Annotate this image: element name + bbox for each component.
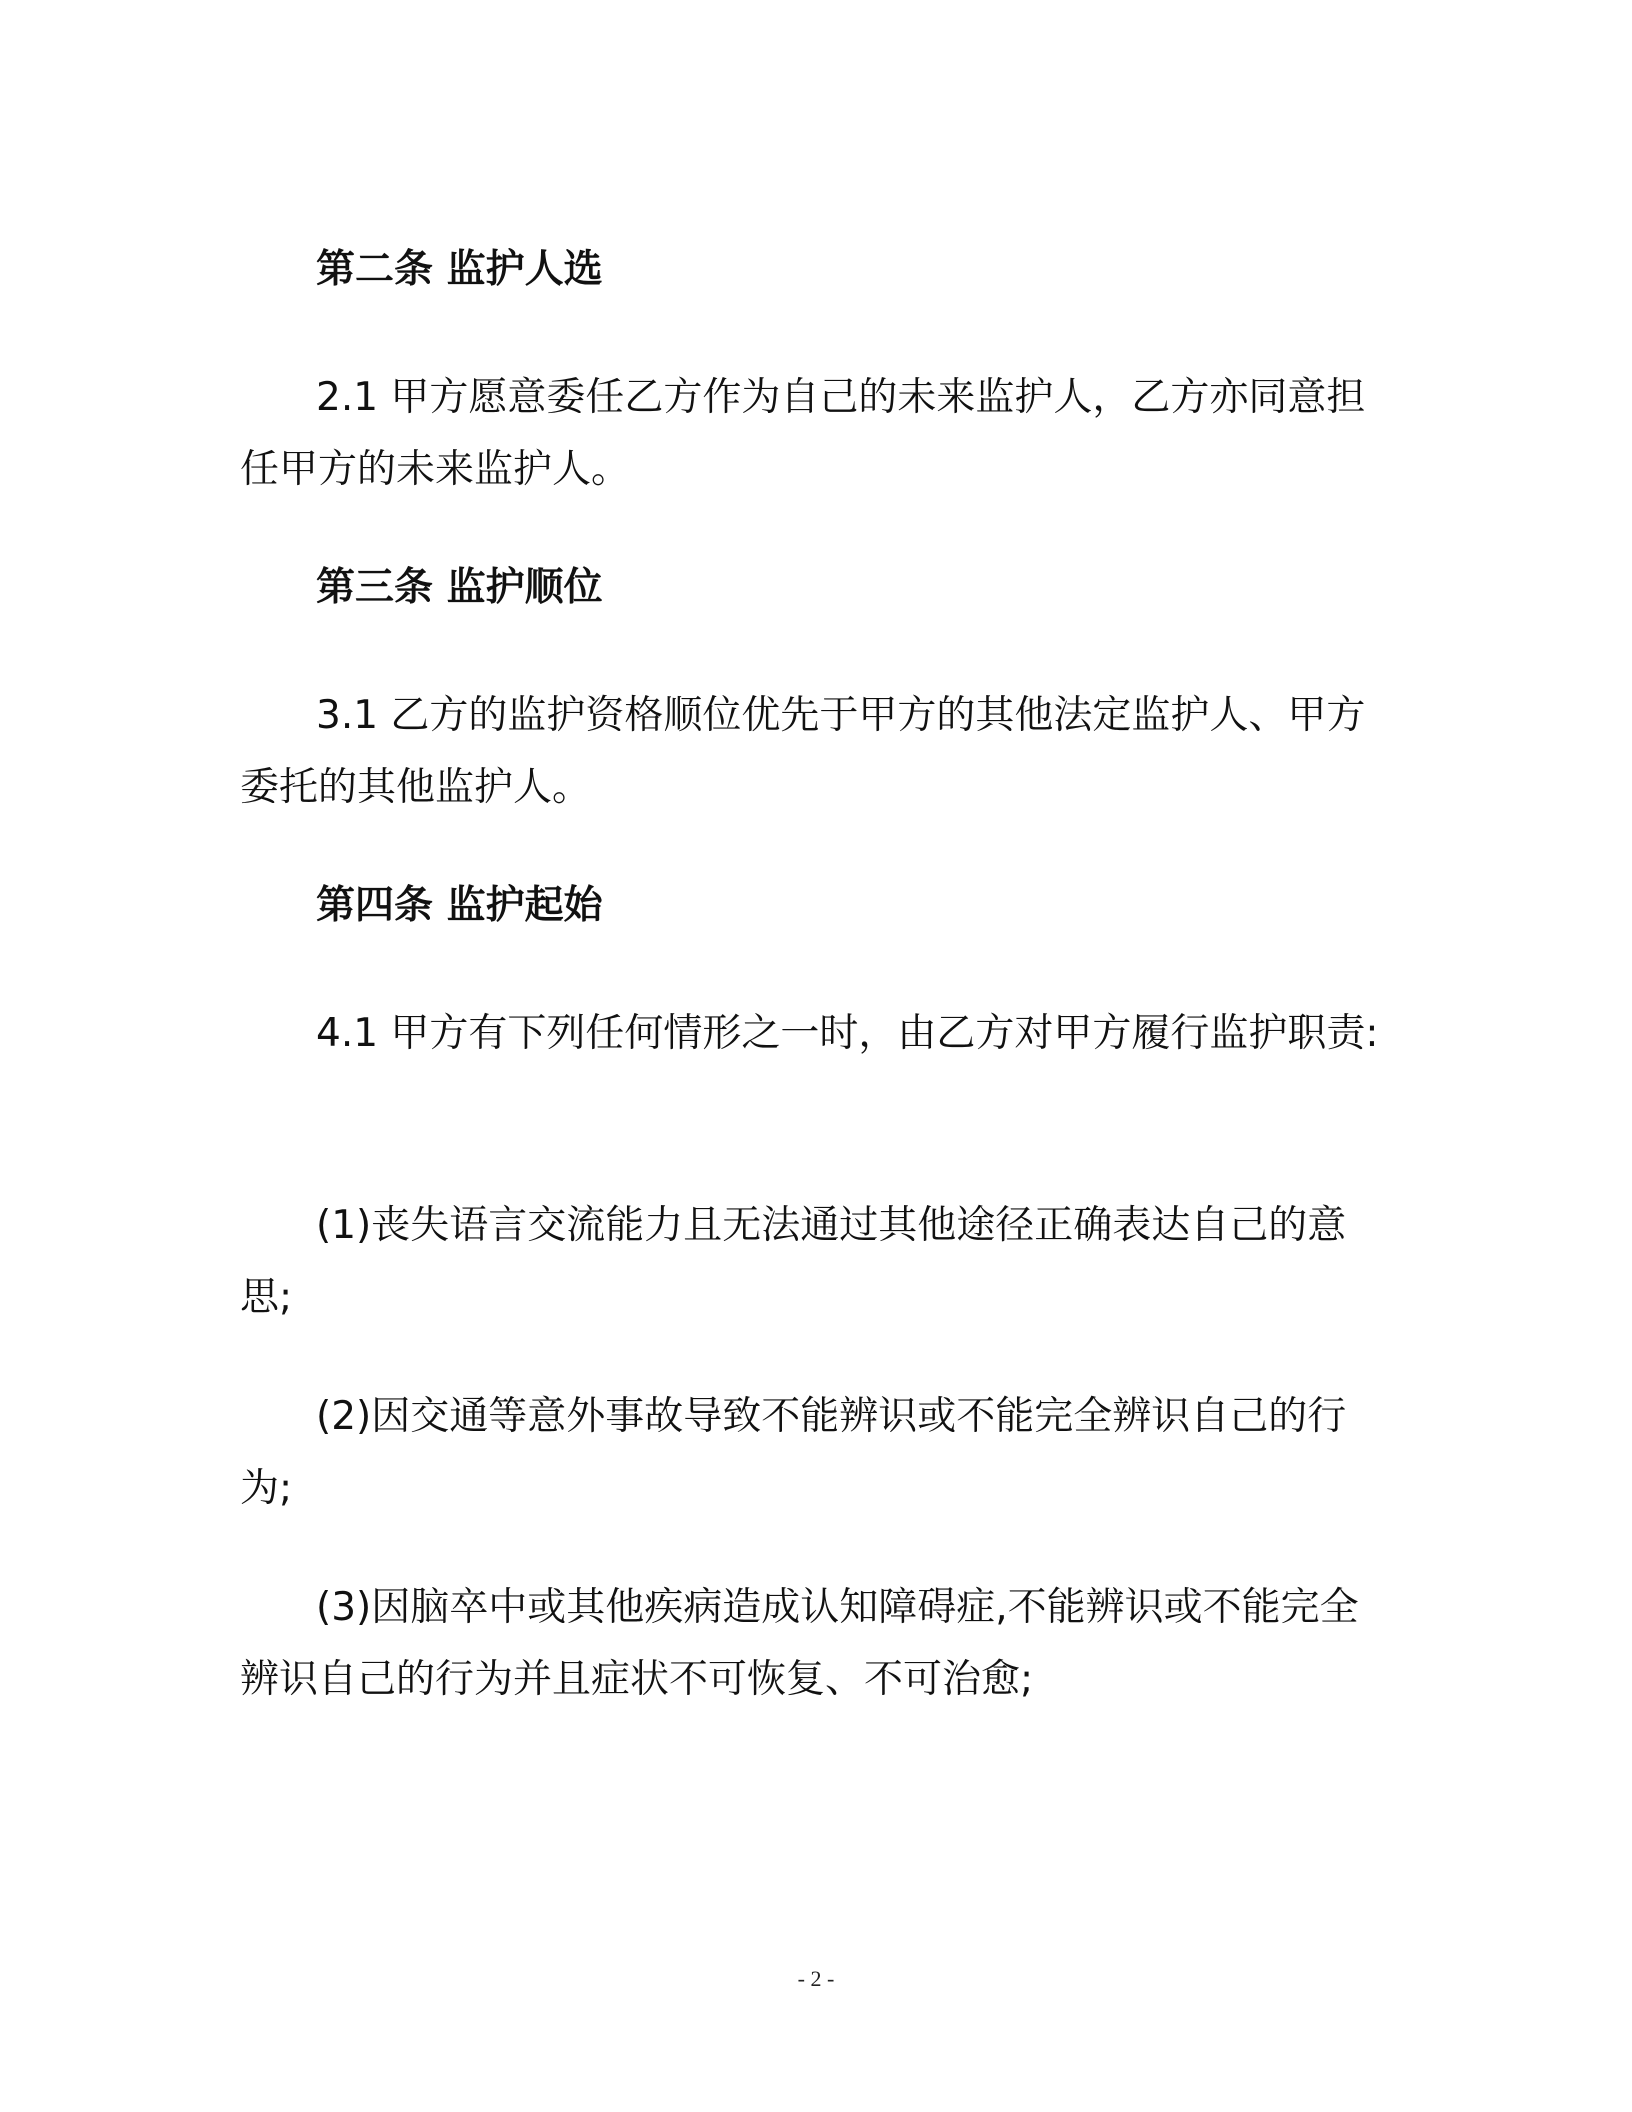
section-heading-3: 第三条 监护顺位: [316, 565, 603, 610]
list-item-2: (2)因交通等意外事故导致不能辨识或不能完全辨识自己的行为;: [240, 1394, 1347, 1511]
paragraph-4-1: 4.1 甲方有下列任何情形之一时，由乙方对甲方履行监护职责:: [316, 1011, 1379, 1056]
section-heading-2: 第二条 监护人选: [316, 247, 603, 292]
list-item-1: (1)丧失语言交流能力且无法通过其他途径正确表达自己的意思;: [240, 1203, 1347, 1320]
paragraph-3-1: 3.1 乙方的监护资格顺位优先于甲方的其他法定监护人、甲方委托的其他监护人。: [240, 693, 1366, 810]
paragraph-2-1: 2.1 甲方愿意委任乙方作为自己的未来监护人，乙方亦同意担任甲方的未来监护人。: [240, 375, 1366, 492]
section-heading-4: 第四条 监护起始: [316, 883, 603, 928]
page-number: - 2 -: [797, 1966, 835, 1991]
list-item-3: (3)因脑卒中或其他疾病造成认知障碍症,不能辨识或不能完全辨识自己的行为并且症状不可恢复、不可治愈;: [240, 1585, 1359, 1702]
